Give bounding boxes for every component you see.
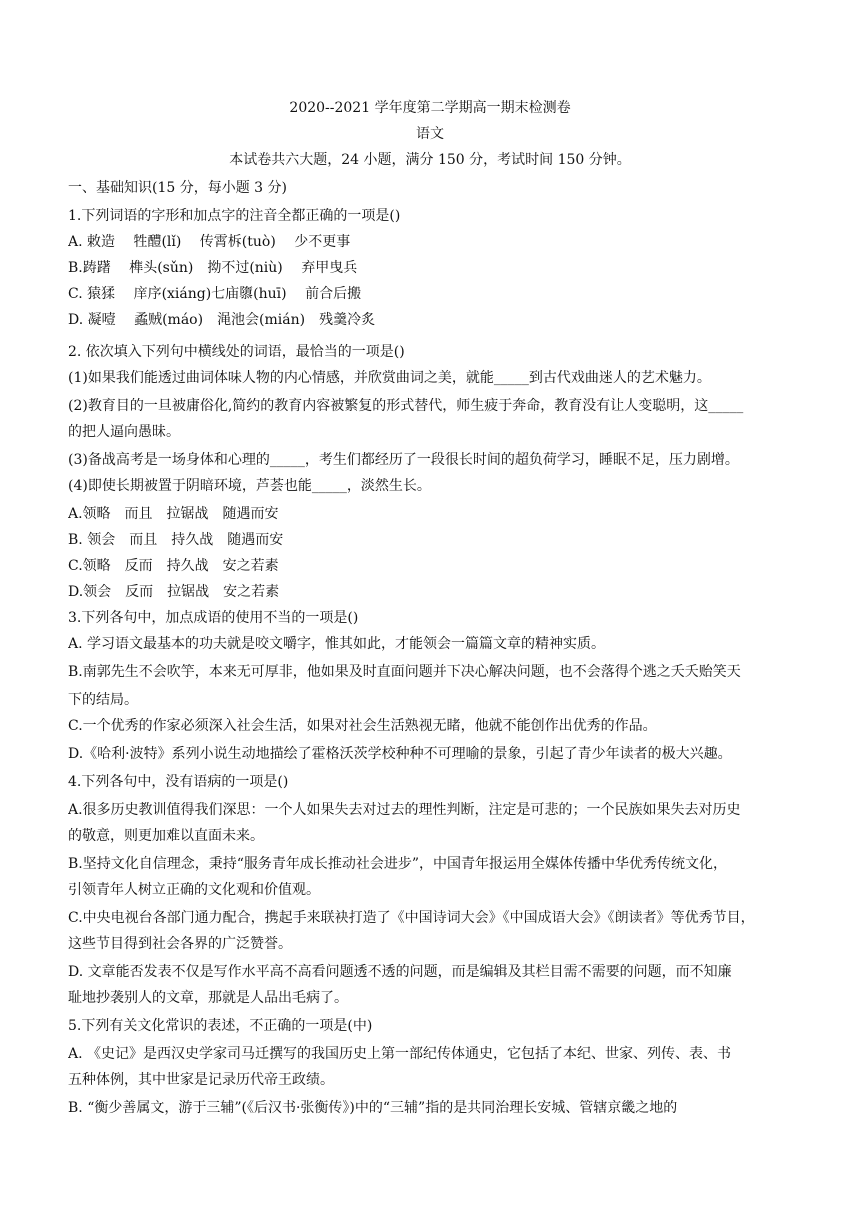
subject-title: 语文 bbox=[416, 126, 444, 142]
option-a-cont: 五种体例，其中世家是记录历代帝王政绩。 bbox=[68, 1072, 334, 1088]
option-b-cont: 引领青年人树立正确的文化观和价值观。 bbox=[68, 882, 320, 898]
sentence-1: (1)如果我们能透过曲词体味人物的内心情感，并欣赏曲词之美，就能_____到古代戏曲迷人的艺术魅力。 bbox=[68, 370, 711, 386]
section-heading: 一、基础知识(15 分，每小题 3 分) bbox=[68, 180, 287, 196]
option-b-cont: 下的结局。 bbox=[68, 692, 138, 708]
sentence-4: (4)即使长期被置于阴暗环境，芦荟也能_____，淡然生长。 bbox=[68, 478, 431, 494]
option-a: A.很多历史教训值得我们深思：一个人如果失去对过去的理性判断，注定是可悲的；一个民族如果失去对历史 bbox=[68, 802, 741, 818]
question-stem: 2. 依次填入下列句中横线处的词语，最恰当的一项是() bbox=[68, 344, 405, 360]
option-c: C.领略 反而 持久战 安之若素 bbox=[68, 558, 279, 574]
option-d: D. 文章能否发表不仅是写作水平高不高看问题透不透的问题，而是编辑及其栏目需不需要的问题，而不知廉 bbox=[68, 964, 732, 980]
option-a: A.领略 而且 拉锯战 随遇而安 bbox=[68, 506, 279, 522]
question-stem: 4.下列各句中，没有语病的一项是() bbox=[68, 774, 289, 790]
question-stem: 5.下列有关文化常识的表述，不正确的一项是(中) bbox=[68, 1018, 373, 1034]
question-stem: 3.下列各句中，加点成语的使用不当的一项是() bbox=[68, 610, 359, 626]
option-d-cont: 耻地抄袭别人的文章，那就是人品出毛病了。 bbox=[68, 990, 348, 1006]
option-d: D.《哈利·波特》系列小说生动地描绘了霍格沃茨学校种种不可理喻的景象，引起了青少年读者的极大兴趣。 bbox=[68, 746, 732, 762]
option-a: A. 敕造 牲醴(lǐ) 传霄柝(tuò) 少不更事 bbox=[68, 234, 351, 250]
instructions: 本试卷共六大题，24 小题，满分 150 分，考试时间 150 分钟。 bbox=[229, 152, 631, 168]
option-b: B.坚持文化自信理念，秉持“服务青年成长推动社会进步”，中国青年报运用全媒体传播中华优秀传统文化， bbox=[68, 856, 728, 872]
exam-title: 2020--2021 学年度第二学期高一期末检测卷 bbox=[289, 100, 571, 116]
sentence-2-cont: 的把人逼向愚昧。 bbox=[68, 424, 180, 440]
option-a: A. 学习语文最基本的功夫就是咬文嚼字，惟其如此，才能领会一篇篇文章的精神实质。 bbox=[68, 636, 606, 652]
option-a: A. 《史记》是西汉史学家司马迁撰写的我国历史上第一部纪传体通史，它包括了本纪、世家、列传、表、书 bbox=[68, 1046, 732, 1062]
option-d: D.领会 反而 拉锯战 安之若素 bbox=[68, 584, 280, 600]
option-c-cont: 这些节目得到社会各界的广泛赞誉。 bbox=[68, 936, 292, 952]
option-b: B. 领会 而且 持久战 随遇而安 bbox=[68, 532, 284, 548]
option-d: D. 凝噎 蟊贼(máo) 渑池会(mián) 残羹冷炙 bbox=[68, 312, 376, 328]
sentence-2: (2)教育目的一旦被庸俗化,简约的教育内容被繁复的形式替代，师生疲于奔命，教育没有让人变聪明，这_____ bbox=[68, 398, 744, 414]
option-b: B. “衡少善属文，游于三辅”(《后汉书·张衡传》)中的“三辅”指的是共同治理长安城、管辖京畿之地的 bbox=[68, 1100, 678, 1116]
option-c: C.中央电视台各部门通力配合，携起手来联袂打造了《中国诗词大会》《中国成语大会》《朗读者》等优秀节目， bbox=[68, 910, 755, 926]
question-stem: 1.下列词语的字形和加点字的注音全都正确的一项是() bbox=[68, 208, 401, 224]
sentence-3: (3)备战高考是一场身体和心理的_____，考生们都经历了一段很长时间的超负荷学习，睡眠不足，压力剧增。 bbox=[68, 452, 739, 468]
option-b: B.踌躇 榫头(sǔn) 拗不过(niù) 弃甲曳兵 bbox=[68, 260, 358, 276]
option-a-cont: 的敬意，则更加难以直面未来。 bbox=[68, 828, 264, 844]
option-c: C.一个优秀的作家必须深入社会生活，如果对社会生活熟视无睹，他就不能创作出优秀的作品。 bbox=[68, 718, 657, 734]
option-b: B.南郭先生不会吹竽，本来无可厚非，他如果及时直面问题并下决心解决问题，也不会落得个逃之夭夭贻笑天 bbox=[68, 664, 741, 680]
option-c: C. 猿猱 庠序(xiáng)七庙隳(huī) 前合后搬 bbox=[68, 286, 362, 302]
